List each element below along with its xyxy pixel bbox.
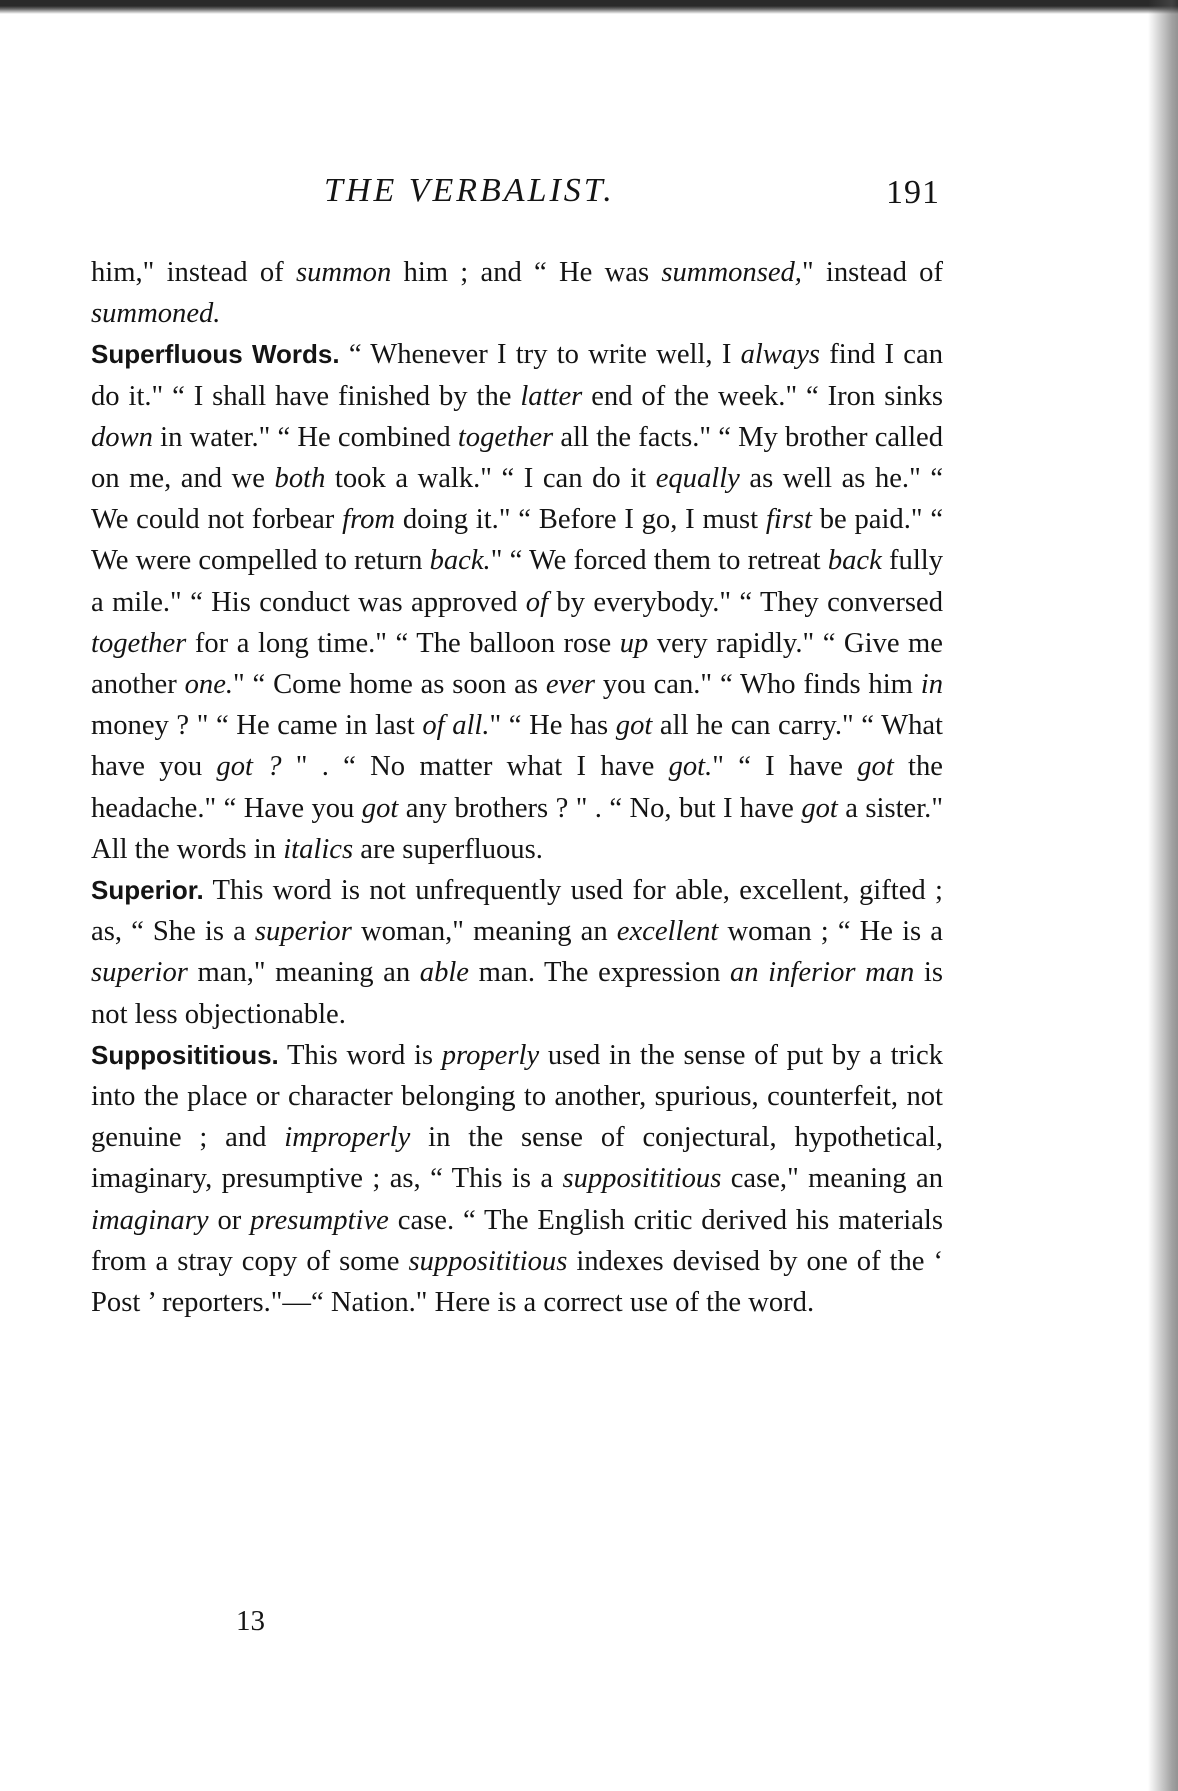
text-run: are superfluous. <box>353 833 543 865</box>
italic-text: imaginary <box>91 1204 209 1236</box>
text-run: you can." “ Who finds him <box>595 669 921 701</box>
italic-text: summon <box>295 257 392 288</box>
italic-text: back. <box>429 545 491 577</box>
italic-text: up <box>619 627 649 659</box>
text-run: " “ He has <box>489 710 616 742</box>
text-run: woman ; “ He is a <box>718 916 943 948</box>
italic-text: got. <box>668 751 713 783</box>
italic-text: superior <box>254 916 352 948</box>
text-run: " instead of <box>801 257 943 288</box>
italic-text: of <box>525 586 549 618</box>
italic-text: supposititious <box>562 1163 722 1195</box>
text-run: " “ We forced them to retreat <box>490 545 828 577</box>
italic-text: got <box>615 710 653 742</box>
text-run: money ? " “ He came in last <box>91 710 423 742</box>
text-run: all the facts." “ My brother called on me, and we <box>91 421 943 495</box>
text-run: the headache." “ Have you <box>91 751 943 824</box>
italic-text: excellent <box>616 916 719 948</box>
text-run: case," meaning an <box>721 1163 943 1195</box>
entry-heading: Supposititious. <box>91 1039 279 1070</box>
italic-text: got <box>361 792 399 824</box>
italic-text: improperly <box>284 1122 411 1154</box>
text-run: any brothers ? " . “ No, but I have <box>398 792 802 824</box>
text-run: a sister." All the words in <box>91 792 943 865</box>
italic-text: both <box>274 463 326 495</box>
signature-mark: 13 <box>236 1605 265 1637</box>
text-run: in water." “ He combined <box>152 421 458 453</box>
text-run: used in the sense of put by a trick into the place or character belonging to another, spurious, counterfeit, not genuine ; and <box>91 1039 943 1154</box>
italic-text: supposititious <box>408 1245 568 1277</box>
text-run: in the sense of conjectural, hypothetical, imaginary, presumptive ; as, “ This is a <box>91 1122 943 1195</box>
italic-text: of all. <box>422 710 490 742</box>
italic-text: down <box>91 421 153 453</box>
body-text <box>91 252 943 1323</box>
text-run: by everybody." “ They conversed <box>548 586 944 618</box>
text-run: doing it." “ Before I go, I must <box>395 504 766 536</box>
italic-text: equally <box>655 463 740 495</box>
text-run: fully a mile." “ His conduct was approved <box>91 545 944 618</box>
italic-text: together <box>91 627 187 659</box>
running-head <box>90 172 950 218</box>
text-run: him ; and “ He was <box>391 257 662 288</box>
italic-text: italics <box>283 833 354 865</box>
text-run: This word is <box>278 1039 442 1071</box>
italic-text: superior <box>91 957 188 989</box>
paragraph <box>91 870 943 1035</box>
text-run: " . “ No matter what I have <box>281 751 669 783</box>
italic-text: always <box>740 339 821 371</box>
text-run: woman," meaning an <box>351 916 617 948</box>
text-run: “ Whenever I try to write well, I <box>339 339 741 371</box>
text-run: very rapidly." “ Give me another <box>91 627 943 701</box>
text-run: find I can do it." “ I shall have finished by the <box>91 339 943 412</box>
paragraph <box>91 334 943 870</box>
italic-text: got <box>801 792 838 824</box>
page-number: 191 <box>886 174 940 211</box>
text-run: " “ Come home as soon as <box>233 669 546 701</box>
italic-text: ever <box>545 669 596 701</box>
entry-heading: Superior. <box>91 875 204 906</box>
text-run: took a walk." “ I can do it <box>325 463 656 495</box>
italic-text: properly <box>441 1039 540 1071</box>
italic-text: latter <box>520 380 583 412</box>
italic-text: from <box>342 504 396 536</box>
text-run: man," meaning an <box>187 957 420 989</box>
italic-text: one. <box>184 669 234 701</box>
text-run: This word is not unfrequently used for able, excellent, gifted ; as, “ She is a <box>91 875 943 948</box>
text-run: man. The expression <box>469 957 730 989</box>
text-run: is not less objectionable. <box>91 957 944 1030</box>
paragraph <box>91 252 943 334</box>
italic-text: got <box>857 751 894 783</box>
italic-text: first <box>765 504 812 536</box>
italic-text: back <box>827 545 882 577</box>
text-run: him," instead of <box>91 257 296 288</box>
running-title: THE VERBALIST. <box>324 172 615 209</box>
text-run: be paid." “ We were compelled to return <box>91 504 944 577</box>
text-run: indexes devised by one of the ‘ Post ’ reporters."—“ Nation." Here is a correct use of the word. <box>91 1245 943 1319</box>
italic-text: together <box>457 421 554 453</box>
text-run: for a long time." “ The balloon rose <box>186 627 620 659</box>
entry-heading: Superfluous Words. <box>91 339 340 370</box>
text-run: " “ I have <box>712 751 858 783</box>
italic-text: an inferior man <box>729 957 915 989</box>
text-run: or <box>208 1204 251 1236</box>
text-run: all he can carry." “ What have you <box>91 710 943 783</box>
text-run: as well as he." “ We could not forbear <box>91 463 944 536</box>
italic-text: able <box>419 957 469 989</box>
paragraph <box>91 1035 943 1323</box>
text-run: end of the week." “ Iron sinks <box>582 380 943 412</box>
italic-text: summoned. <box>91 298 221 330</box>
italic-text: in <box>920 669 944 701</box>
text-run: case. “ The English critic derived his materials from a stray copy of some <box>91 1204 943 1277</box>
italic-text: summonsed, <box>661 257 802 288</box>
italic-text: got ? <box>216 751 282 783</box>
italic-text: presumptive <box>250 1204 389 1236</box>
